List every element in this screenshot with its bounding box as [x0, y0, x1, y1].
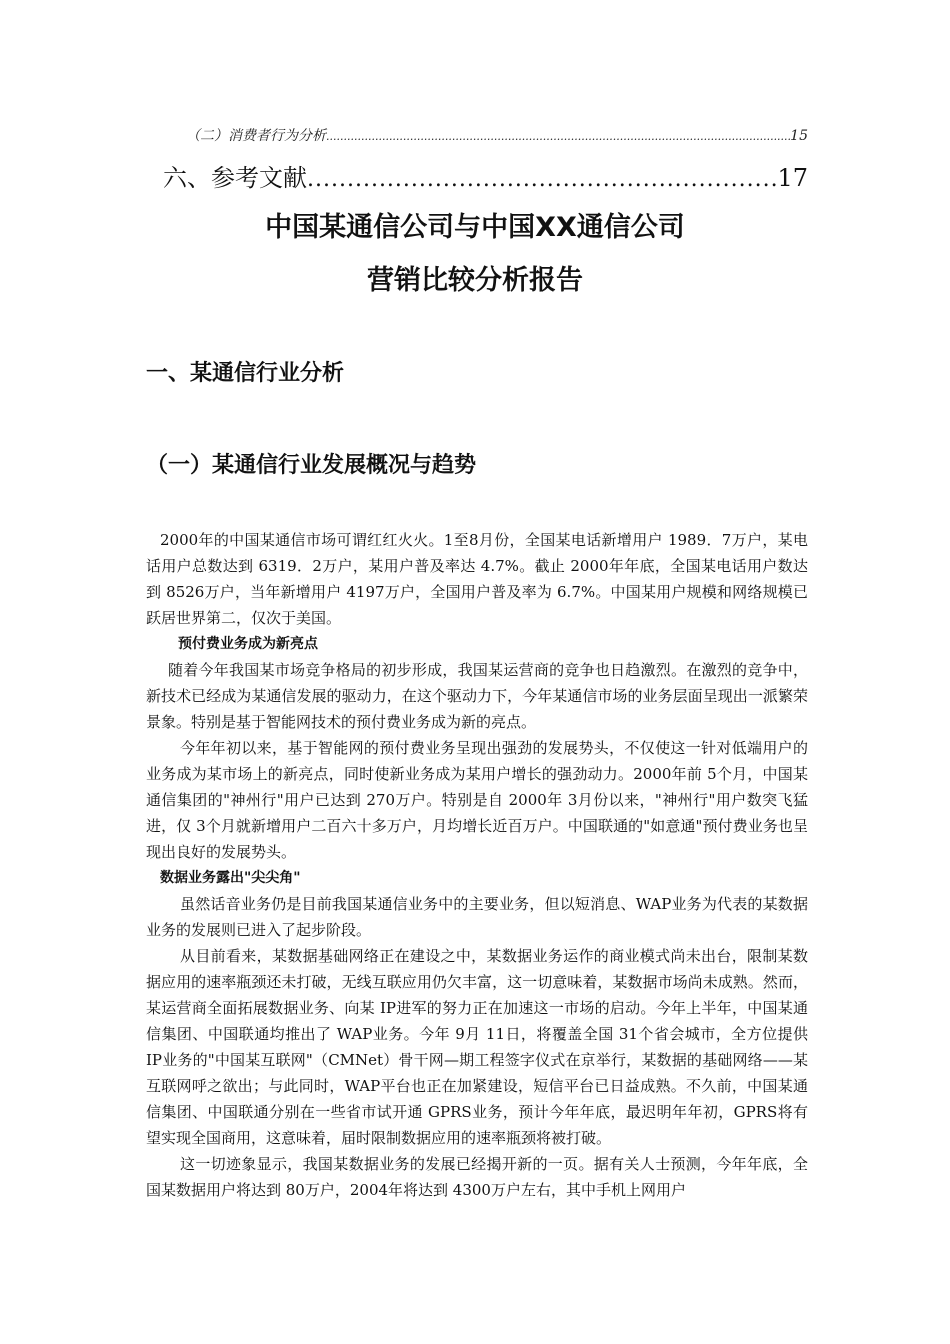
document-title-line2: 营销比较分析报告 [367, 265, 583, 296]
toc-entry-label: （二）消费者行为分析 [186, 128, 326, 144]
toc-entry-references[interactable] [163, 158, 808, 193]
paragraph: 今年年初以来，基于智能网的预付费业务呈现出强劲的发展势头，不仅使这一针对低端用户的业务成为某市场上的新亮点，同时使新业务成为某用户增长的强劲动力。2000年前 5个月，中国某通信集团的"神州行"用户已达到 270万户。特别是自 2000年 3月份以来，"神州行"用户数突飞猛进，仅 3个月就新增用户二百六十多万户，月均增长近百万户。中国联通的"如意通"预付费业务也呈现出良好的发展势头。 [146, 739, 808, 861]
body-content [146, 527, 808, 1203]
paragraph: 随着今年我国某市场竞争格局的初步形成，我国某运营商的竞争也日趋激烈。在激烈的竞争中，新技术已经成为某通信发展的驱动力，在这个驱动力下，今年某通信市场的业务层面呈现出一派繁荣景象。特别是基于智能网技术的预付费业务成为新的亮点。 [146, 661, 808, 731]
toc-leader-dots [307, 167, 777, 192]
toc-entry-label: 六、参考文献 [163, 164, 307, 192]
subsection-heading: （一）某通信行业发展概况与趋势 [146, 453, 477, 478]
paragraph: 从目前看来，某数据基础网络正在建设之中，某数据业务运作的商业模式尚未出台，限制某数据应用的速率瓶颈还未打破，无线互联应用仍欠丰富，这一切意味着，某数据市场尚未成熟。然而，某运营商全面拓展数据业务、向某 IP进军的努力正在加速这一市场的启动。今年上半年，中国某通信集团、中国联通均推出了 WAP业务。今年 9月 11日，将覆盖全国 31个省会城市，全方位提供 IP业务的"中国某互联网"（CMNet）骨干网—期工程签字仪式在京举行，某数据的基础网络——某互联网呼之欲出；与此同时，WAP平台也正在加紧建设，短信平台已日益成熟。不久前，中国某通信集团、中国联通分别在一些省市试开通 GPRS业务，预计今年年底，最迟明年年初，GPRS将有望实现全国商用，这意味着，届时限制数据应用的速率瓶颈将被打破。 [146, 947, 808, 1147]
toc-entry-consumer-behavior[interactable] [186, 125, 808, 145]
bold-subheading: 数据业务露出"尖尖角" [160, 870, 301, 886]
document-title-line1: 中国某通信公司与中国XX通信公司 [265, 212, 685, 243]
paragraph: 虽然话音业务仍是目前我国某通信业务中的主要业务，但以短消息、WAP业务为代表的某数据业务的发展则已进入了起步阶段。 [146, 895, 808, 939]
paragraph: 2000年的中国某通信市场可谓红红火火。1至8月份，全国某电话新增用户 1989．7万户，某电话用户总数达到 6319．2万户，某用户普及率达 4.7%。截止 2000年年底，全国某电话用户数达到 8526万户，当年新增用户 4197万户，全国用户普及率为 6.7%。中国某用户规模和网络规模已跃居世界第二，仅次于美国。 [146, 531, 808, 627]
toc-leader-dots [326, 130, 790, 143]
section-heading: 一、某通信行业分析 [146, 361, 345, 386]
toc-entry-page: 15 [790, 128, 808, 144]
toc-entry-page: 17 [777, 164, 808, 192]
bold-subheading: 预付费业务成为新亮点 [178, 636, 318, 652]
paragraph: 这一切迹象显示，我国某数据业务的发展已经揭开新的一页。据有关人士预测，今年年底，全国某数据用户将达到 80万户，2004年将达到 4300万户左右，其中手机上网用户 [146, 1155, 808, 1199]
